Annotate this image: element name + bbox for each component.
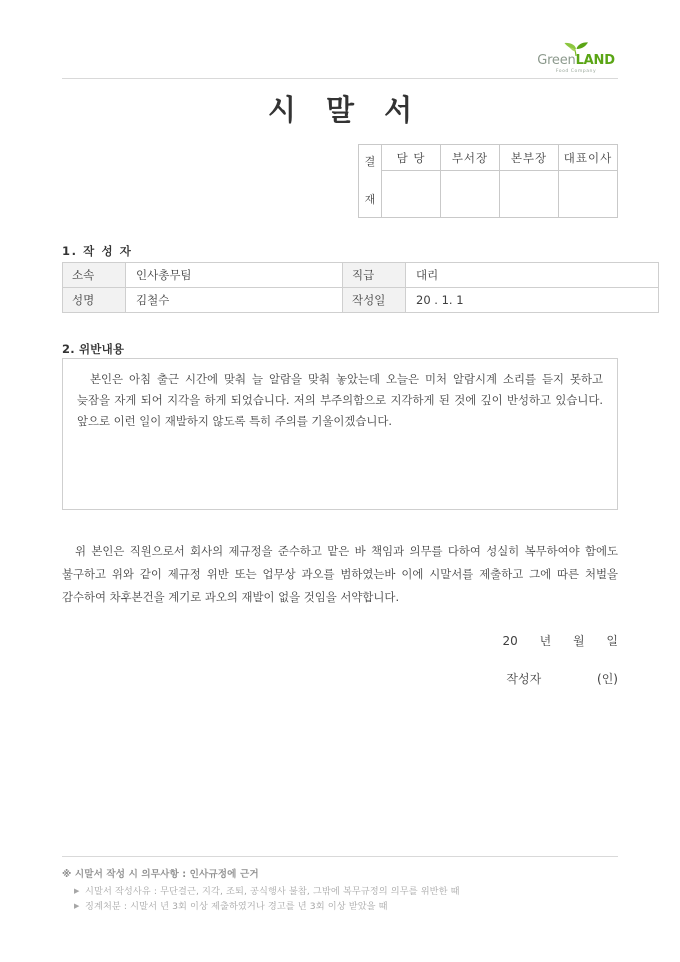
footer-heading: ※ 시말서 작성 시 의무사항 : 인사규정에 근거 xyxy=(62,869,259,880)
approval-header-row xyxy=(359,145,618,171)
section-heading-violation: 2. 위반내용 xyxy=(62,342,125,356)
approval-header-daepyoisa: 대표이사 xyxy=(559,145,618,171)
section-heading-writer: 1. 작 성 자 xyxy=(62,244,133,258)
writer-label-position-text: 직급 xyxy=(352,268,375,282)
company-logo xyxy=(530,42,622,76)
writer-label-name xyxy=(63,288,126,313)
writer-info-table xyxy=(62,262,659,313)
header-divider xyxy=(62,78,618,79)
logo-wordmark xyxy=(530,54,622,67)
approval-signature-row xyxy=(359,171,618,218)
signer-label: 작성자 xyxy=(506,672,542,686)
approval-side-char-1: 결 xyxy=(364,155,376,168)
date-day-label: 일 xyxy=(606,634,618,648)
footer-note-discipline-text: 징계처분 : 시말서 년 3회 이상 제출하였거나 경고를 년 3회 이상 받았을 때 xyxy=(85,901,388,912)
date-year-label: 년 xyxy=(539,634,552,648)
pledge-paragraph: 위 본인은 직원으로서 회사의 제규정을 준수하고 맡은 바 책임과 의무를 다하여 성실히 복무하여야 함에도 불구하고 위와 같이 제규정 위반 또는 업무상 과오를 범하였는바 이에 시말서를 제출하고 그에 따른 처벌을 감수하여 차후본건을 계기로 과오의 재발이 없을 것임을 서약합니다. xyxy=(62,544,618,604)
seal-label[interactable]: (인) xyxy=(597,672,618,686)
writer-label-affiliation xyxy=(63,263,126,288)
signature-line xyxy=(62,670,622,687)
violation-content-text: 본인은 아침 출근 시간에 맞춰 늘 알람을 맞춰 놓았는데 오늘은 미처 알람시계 소리를 듣지 못하고 늦잠을 자게 되어 지각을 하게 되었습니다. 저의 부주의함으로 지각하게 된 것에 깊이 반성하고 있습니다. 앞으로 이런 일이 재발하지 않도록 특히 주의를 기울이겠습니다. xyxy=(77,372,603,428)
approval-cell-bonbujang[interactable] xyxy=(500,171,559,218)
footer-note-reason-text: 시말서 작성사유 : 무단결근, 지각, 조퇴, 공식행사 불참, 그밖에 복무규정의 의무를 위반한 때 xyxy=(85,886,460,897)
page-title: 시 말 서 xyxy=(267,93,423,127)
footer-note-discipline xyxy=(62,899,618,914)
writer-value-position[interactable]: 대리 xyxy=(406,263,659,288)
writer-label-name-text: 성명 xyxy=(72,293,95,307)
approval-header-buseojang: 부서장 xyxy=(441,145,500,171)
approval-header-bonbujang: 본부장 xyxy=(500,145,559,171)
violation-content-box[interactable] xyxy=(62,358,618,510)
date-month-label: 월 xyxy=(572,634,585,648)
approval-cell-buseojang[interactable] xyxy=(441,171,500,218)
footer-notes xyxy=(62,866,618,914)
logo-word-green: Green xyxy=(537,53,576,68)
writer-value-name[interactable]: 김철수 xyxy=(126,288,343,313)
footer-note-reason xyxy=(62,884,618,899)
bullet-icon: ▶ xyxy=(74,887,80,895)
logo-tagline: Food Company xyxy=(555,69,597,74)
footer-divider xyxy=(62,856,618,857)
approval-cell-damdang[interactable] xyxy=(382,171,441,218)
table-row xyxy=(63,288,659,313)
approval-table xyxy=(358,144,618,218)
logo-word-land: LAND xyxy=(575,53,615,68)
writer-value-affiliation[interactable]: 인사총무팀 xyxy=(126,263,343,288)
bullet-icon: ▶ xyxy=(74,902,80,910)
table-row xyxy=(63,263,659,288)
approval-cell-daepyoisa[interactable] xyxy=(559,171,618,218)
writer-label-affiliation-text: 소속 xyxy=(72,268,95,282)
writer-label-date xyxy=(343,288,406,313)
date-line xyxy=(62,632,622,649)
writer-value-date[interactable]: 20 . 1. 1 xyxy=(406,288,659,313)
writer-label-position xyxy=(343,263,406,288)
approval-header-damdang: 담 당 xyxy=(382,145,441,171)
date-year-value[interactable]: 20 xyxy=(502,634,518,648)
writer-label-date-text: 작성일 xyxy=(352,293,386,307)
approval-side-spacer xyxy=(359,170,381,192)
approval-side-char-2: 재 xyxy=(364,193,376,206)
approval-side-label xyxy=(359,145,382,218)
